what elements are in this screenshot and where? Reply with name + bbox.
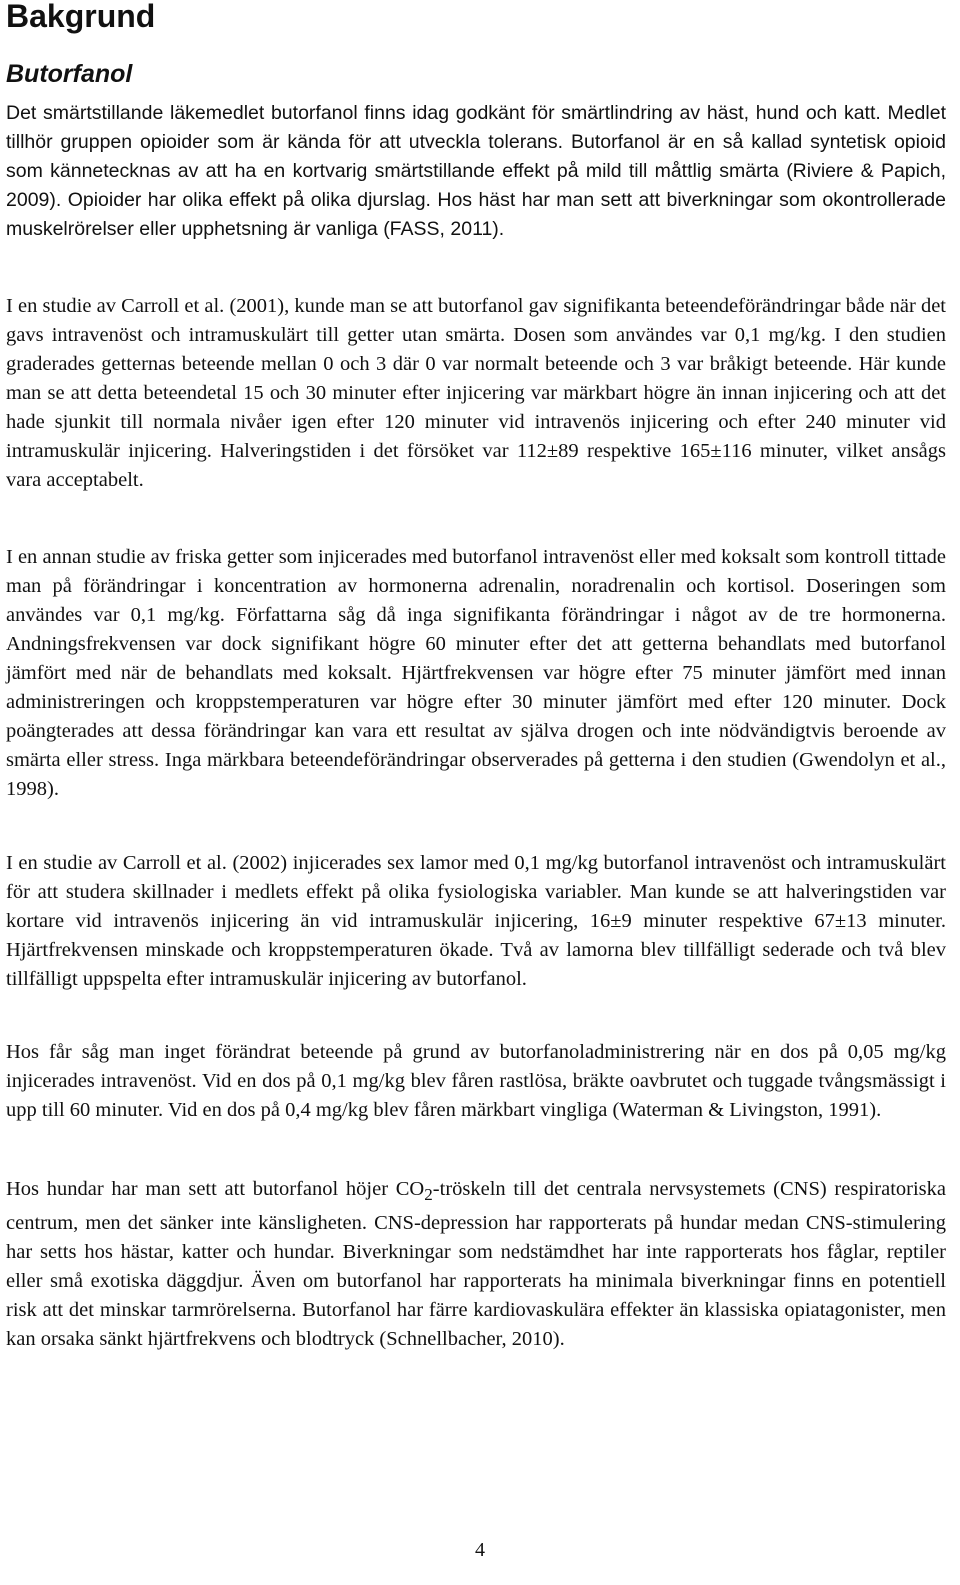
paragraph-goats-study-text: I en annan studie av friska getter som injicerades med butorfanol intravenöst eller med koksalt som kontroll tittade man på förändringar i koncentration av hormonerna adrenalin, noradrenalin och kortisol. Doseringen som användes var 0,1 mg/kg. Författarna såg då inga signifikanta förändringar i något av de tre hormonerna. Andningsfrekvensen var dock signifikant högre 60 minuter efter det att getterna behandlats med butorfanol jämfört med när de behandlats med koksalt. Hjärtfrekvensen var högre efter 75 minuter jämfört med innan administreringen och kroppstemperaturen var högre efter 30 minuter jämfört med efter 120 minuter. Dock poängterades att dessa förändringar kan vara ett resultat av själva drogen och inte nödvändigtvis beroende av smärta eller stress. Inga märkbara beteendeförändringar observerades på getterna i den studien (Gwendolyn et al., 1998). xyxy=(6,546,946,800)
paragraph-carroll-2002 xyxy=(6,849,946,994)
paragraph-sheep xyxy=(6,1038,946,1125)
paragraph-sheep-text: Hos får såg man inget förändrat beteende på grund av butorfanoladministrering när en dos på 0,05 mg/kg injicerades intravenöst. Vid en dos på 0,1 mg/kg blev fåren rastlösa, bräkte oavbrutet och tuggade tvångsmässigt i upp till 60 minuter. Vid en dos på 0,4 mg/kg blev fåren märkbart vingliga (Waterman & Livingston, 1991). xyxy=(6,1041,946,1121)
paragraph-goats-study xyxy=(6,543,946,804)
paragraph-dogs-text-b: -tröskeln till det centrala nervsystemets (CNS) respiratoriska centrum, men det sänker inte känsligheten. CNS-depression har rapporterats på hundar medan CNS-stimulering har setts hos hästar, katter och hundar. Biverkningar som nedstämdhet har inte rapporterats hos fåglar, reptiler eller små exotiska däggdjur. Även om butorfanol har rapporterats ha minimala biverkningar finns en potentiell risk att det minskar tarmrörelserna. Butorfanol har färre kardiovaskulära effekter än klassiska opiatagonister, men kan orsaka sänkt hjärtfrekvens och blodtryck (Schnellbacher, 2010). xyxy=(6,1178,946,1351)
paragraph-dogs-text-a: Hos hundar har man sett att butorfanol höjer CO xyxy=(6,1178,425,1200)
page-number: 4 xyxy=(475,1539,485,1561)
paragraph-carroll-2001 xyxy=(6,292,946,495)
subsection-heading: Butorfanol xyxy=(6,60,133,88)
paragraph-carroll-2002-text: I en studie av Carroll et al. (2002) injicerades sex lamor med 0,1 mg/kg butorfanol intravenöst och intramuskulärt för att studera skillnader i medlets effekt på olika fysiologiska variabler. Man kunde se att halveringstiden var kortare vid intravenös injicering än vid intramuskulär injicering, 16±9 minuter respektive 67±13 minuter. Hjärtfrekvensen minskade och kroppstemperaturen ökade. Två av lamorna blev tillfälligt sederade och två blev tillfälligt uppspelta efter intramuskulär injicering av butorfanol. xyxy=(6,852,946,990)
paragraph-dogs-subscript: 2 xyxy=(424,1185,433,1205)
paragraph-intro xyxy=(6,99,946,244)
section-heading: Bakgrund xyxy=(6,0,156,34)
paragraph-dogs xyxy=(6,1175,946,1354)
paragraph-carroll-2001-text: I en studie av Carroll et al. (2001), kunde man se att butorfanol gav signifikanta beteendeförändringar både när det gavs intravenöst och intramuskulärt till getter utan smärta. Dosen som användes var 0,1 mg/kg. I den studien graderades getternas beteende mellan 0 och 3 där 0 var normalt beteende och 3 var bråkigt beteende. Här kunde man se att detta beteendetal 15 och 30 minuter efter injicering var märkbart högre än innan injicering och att det hade sjunkit till normala nivåer igen efter 120 minuter vid intravenös injicering och efter 240 minuter vid intramuskulär injicering. Halveringstiden i det försöket var 112±89 respektive 165±116 minuter, vilket ansågs vara acceptabelt. xyxy=(6,295,946,491)
paragraph-intro-text: Det smärtstillande läkemedlet butorfanol finns idag godkänt för smärtlindring av häst, hund och katt. Medlet tillhör gruppen opioider som är kända för att utveckla tolerans. Butorfanol är en så kallad syntetisk opioid som kännetecknas av att ha en kortvarig smärtstillande effekt på mild till måttlig smärta (Riviere & Papich, 2009). Opioider har olika effekt på olika djurslag. Hos häst har man sett att biverkningar som okontrollerade muskelrörelser eller upphetsning är vanliga (FASS, 2011). xyxy=(6,102,946,240)
